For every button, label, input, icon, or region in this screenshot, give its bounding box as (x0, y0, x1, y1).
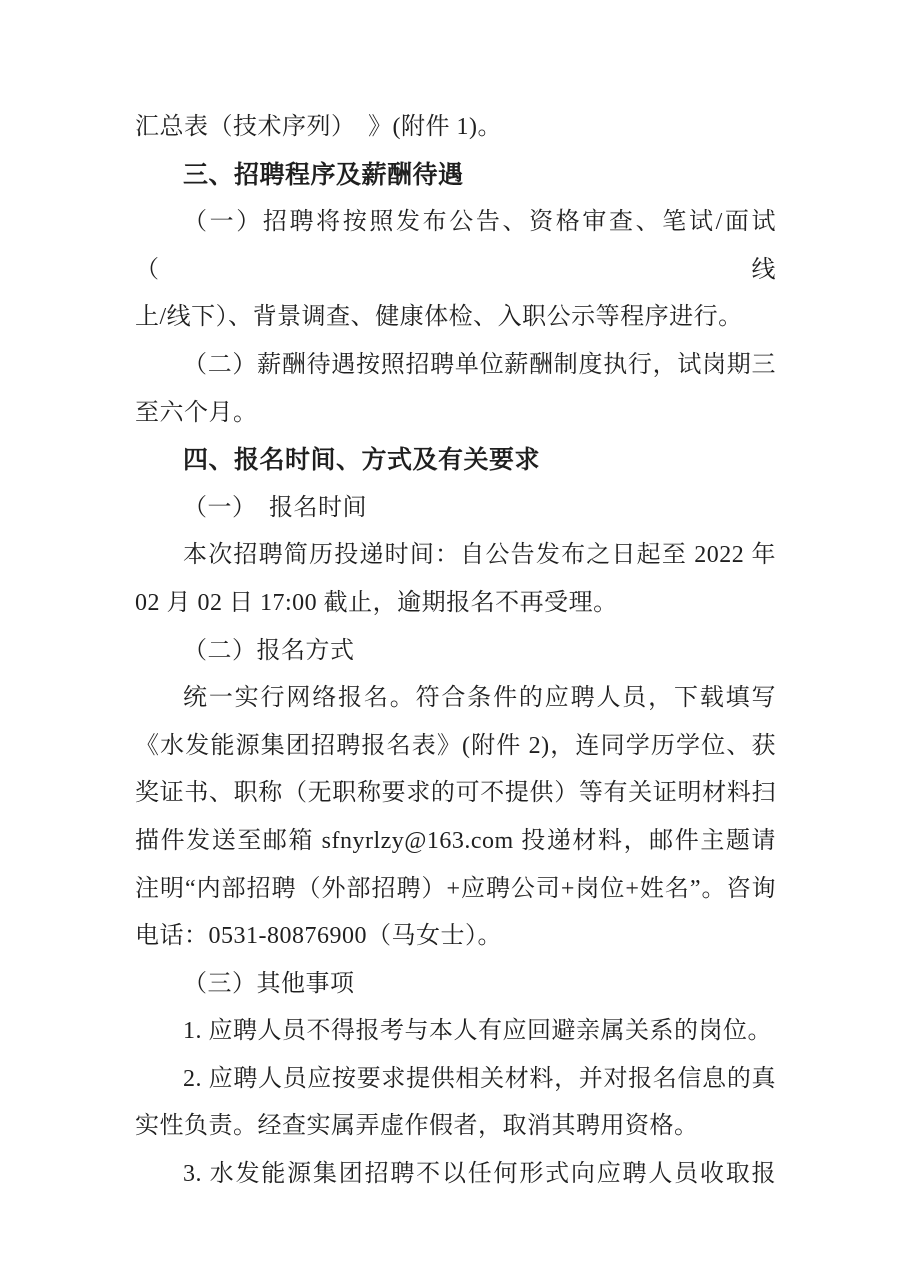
subsection-heading-signup-time: （一） 报名时间 (183, 494, 367, 521)
paragraph-continuation-line: 实性负责。经查实属弄虚作假者，取消其聘用资格。 (135, 1113, 699, 1140)
paragraph-line: （二）薪酬待遇按照招聘单位薪酬制度执行，试岗期三 (183, 351, 776, 378)
numbered-item-line: 2. 应聘人员应按要求提供相关材料，并对报名信息的真 (183, 1065, 776, 1092)
subsection-heading-other-items: （三）其他事项 (183, 970, 355, 997)
paragraph-continuation-line: 描件发送至邮箱 sfnyrlzy@163.com 投递材料，邮件主题请 (135, 827, 776, 854)
numbered-item-line: 1. 应聘人员不得报考与本人有应回避亲属关系的岗位。 (183, 1018, 772, 1045)
paragraph-line: 本次招聘简历投递时间：自公告发布之日起至 2022 年 (183, 542, 776, 569)
paragraph-continuation-line: 奖证书、职称（无职称要求的可不提供）等有关证明材料扫 (135, 780, 776, 807)
paragraph-continuation-line: 电话：0531-80876900（马女士）。 (135, 923, 502, 950)
document-text-block (135, 104, 776, 1199)
numbered-item-line: 3. 水发能源集团招聘不以任何形式向应聘人员收取报 (183, 1161, 776, 1188)
paragraph-line: （一）招聘将按照发布公告、资格审查、笔试/面试（线 (135, 209, 776, 283)
paragraph-continuation-line: 02 月 02 日 17:00 截止，逾期报名不再受理。 (135, 589, 618, 616)
paragraph-line: 统一实行网络报名。符合条件的应聘人员，下载填写 (183, 685, 776, 712)
subsection-heading-signup-method: （二）报名方式 (183, 637, 355, 664)
paragraph-continuation-line: 注明“内部招聘（外部招聘）+应聘公司+岗位+姓名”。咨询 (135, 875, 776, 902)
paragraph-continuation-line: 至六个月。 (135, 399, 258, 426)
section-heading-three: 三、招聘程序及薪酬待遇 (183, 160, 464, 189)
paragraph-continuation-line: 汇总表（技术序列） 》(附件 1)。 (135, 114, 502, 140)
section-heading-four: 四、报名时间、方式及有关要求 (183, 446, 541, 475)
paragraph-continuation-line: 《水发能源集团招聘报名表》(附件 2)，连同学历学位、获 (135, 732, 776, 759)
paragraph-continuation-line: 上/线下）、背景调查、健康体检、入职公示等程序进行。 (135, 304, 743, 331)
